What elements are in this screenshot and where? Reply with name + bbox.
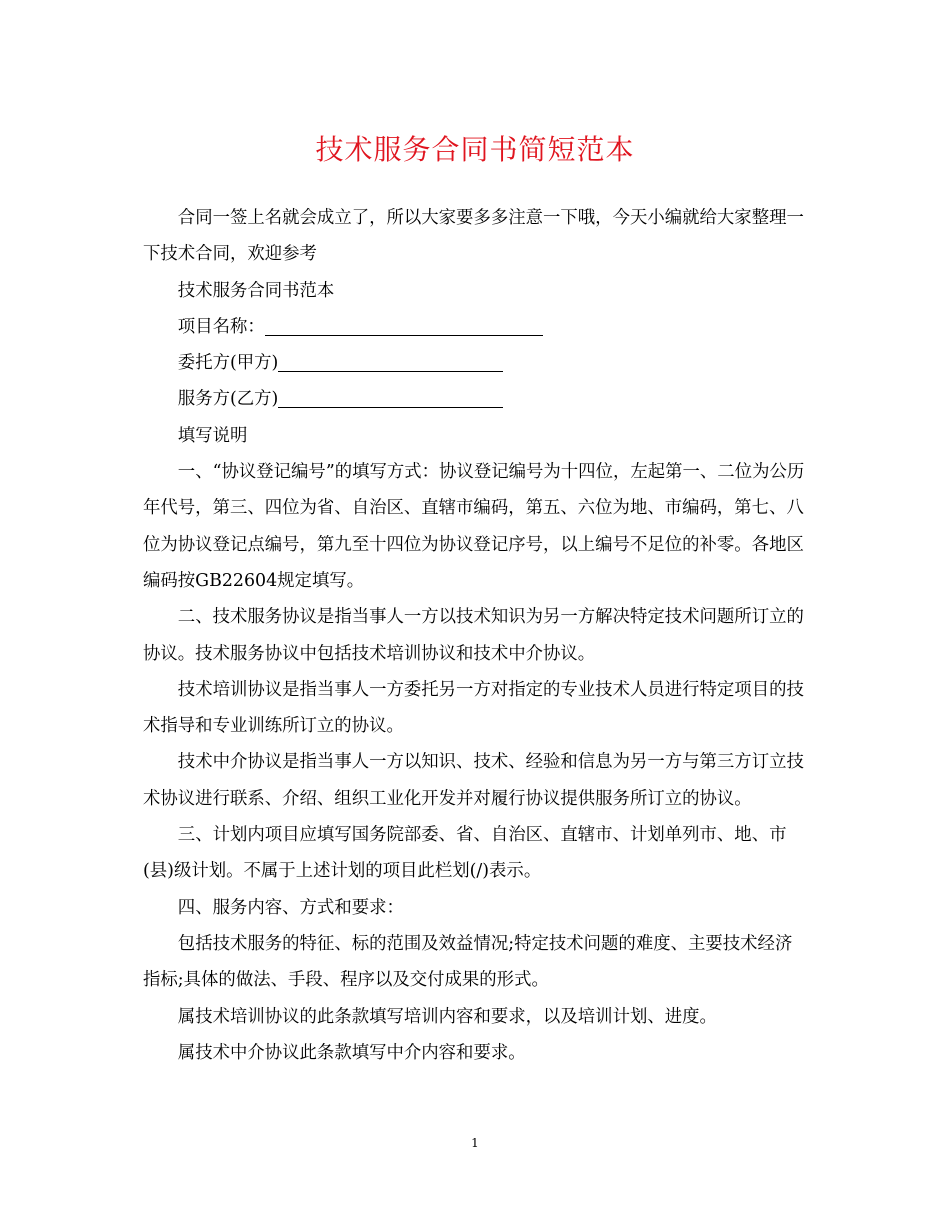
party-b-blank xyxy=(278,385,503,408)
party-b-field xyxy=(143,381,808,417)
party-a-field xyxy=(143,345,808,381)
project-name-label: 项目名称： xyxy=(177,316,265,337)
document-title: 技术服务合同书简短范本 xyxy=(315,133,635,166)
paragraph: 属技术培训协议的此条款填写培训内容和要求，以及培训计划、进度。 xyxy=(177,1006,717,1027)
intro-paragraph: 合同一签上名就会成立了，所以大家要多多注意一下哦，今天小编就给大家整理一下技术合同，欢迎参考 xyxy=(143,208,804,265)
paragraph: 技术培训协议是指当事人一方委托另一方对指定的专业技术人员进行特定项目的技术指导和专业训练所订立的协议。 xyxy=(143,679,804,737)
instructions-heading: 填写说明 xyxy=(177,425,248,446)
paragraph: 四、服务内容、方式和要求： xyxy=(177,897,404,918)
party-b-label: 服务方(乙方) xyxy=(177,389,279,410)
paragraph: 二、技术服务协议是指当事人一方以技术知识为另一方解决特定技术问题所订立的协议。技术服务协议中包括技术培训协议和技术中介协议。 xyxy=(143,607,804,664)
paragraph: 三、计划内项目应填写国务院部委、省、自治区、直辖市、计划单列市、地、市(县)级计划。不属于上述计划的项目此栏划(/)表示。 xyxy=(143,825,787,882)
paragraph: 属技术中介协议此条款填写中介内容和要求。 xyxy=(177,1042,526,1063)
subtitle: 技术服务合同书范本 xyxy=(177,280,335,301)
project-name-field xyxy=(143,309,808,345)
party-a-label: 委托方(甲方) xyxy=(177,353,279,374)
party-a-blank xyxy=(278,349,503,372)
paragraph: 技术中介协议是指当事人一方以知识、技术、经验和信息为另一方与第三方订立技术协议进行联系、介绍、组织工业化开发并对履行协议提供服务所订立的协议。 xyxy=(143,752,804,809)
project-name-blank xyxy=(265,313,543,336)
paragraph: 包括技术服务的特征、标的范围及效益情况;特定技术问题的难度、主要技术经济指标;具体的做法、手段、程序以及交付成果的形式。 xyxy=(143,933,793,991)
paragraph: 一、“协议登记编号”的填写方式：协议登记编号为十四位，左起第一、二位为公历年代号，第三、四位为省、自治区、直辖市编码，第五、六位为地、市编码，第七、八位为协议登记点编号，第九至十四位为协议登记序号，以上编号不足位的补零。各地区编码按GB22604规定填写。 xyxy=(143,462,805,591)
document-body xyxy=(143,200,808,1071)
page-number: 1 xyxy=(471,1136,479,1150)
